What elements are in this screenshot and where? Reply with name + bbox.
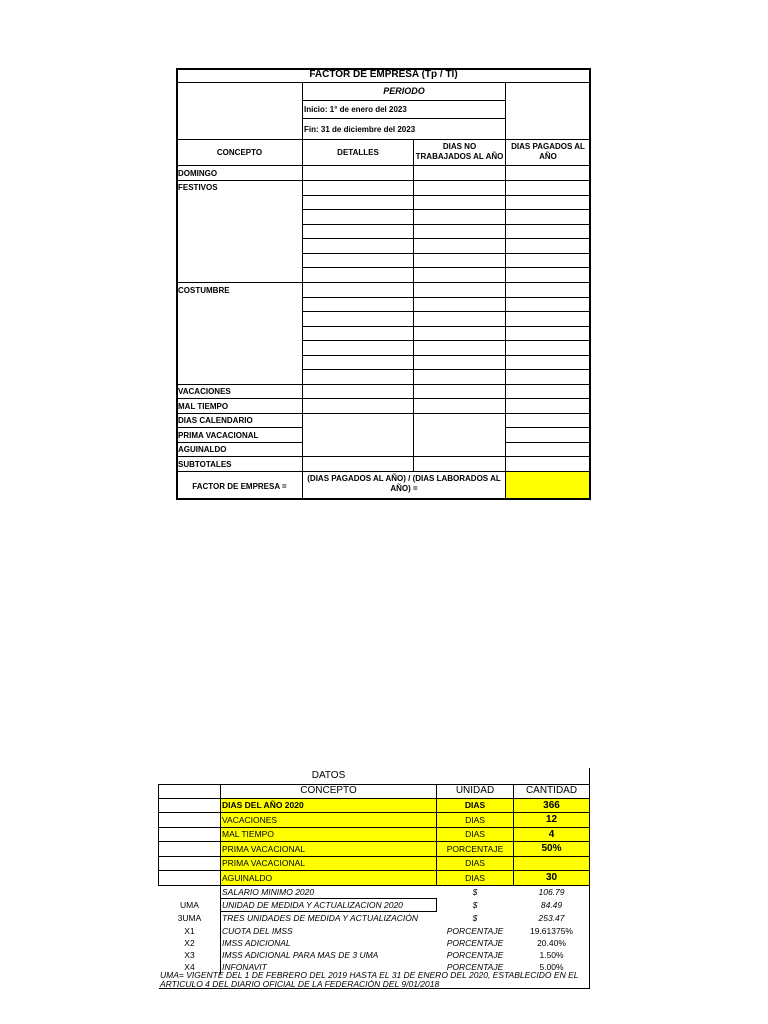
row-festivos: FESTIVOS — [178, 183, 218, 192]
datos-header-unidad: UNIDAD — [455, 785, 495, 796]
header-concepto: CONCEPTO — [216, 148, 263, 157]
datos-row-concepto: AGUINALDO — [222, 873, 273, 883]
header-dias-pag-2: AÑO — [539, 152, 557, 161]
header-dias-no-1: DIAS NO — [442, 142, 477, 151]
datos-row-cantidad: 4 — [548, 829, 555, 840]
datos-row-concepto: IMSS ADICIONAL PARA MAS DE 3 UMA — [222, 950, 379, 960]
datos-row-unidad: $ — [472, 900, 478, 910]
datos-row-cantidad: 84.49 — [540, 900, 563, 910]
datos-row-concepto: TRES UNIDADES DE MEDIDA Y ACTUALIZACIÓN — [222, 913, 419, 923]
factor-formula-1: (DIAS PAGADOS AL AÑO) / (DIAS LABORADOS AL — [307, 474, 501, 483]
periodo-fin: Fin: 31 de diciembre del 2023 — [304, 125, 416, 134]
row-subtotales: SUBTOTALES — [178, 460, 232, 469]
datos-row-cantidad: 50% — [541, 843, 562, 854]
datos-row-unidad: $ — [472, 913, 478, 923]
datos-row-code: 3UMA — [177, 913, 202, 923]
factor-title: FACTOR DE EMPRESA (Tp / Tl) — [309, 69, 458, 80]
datos-row-concepto: CUOTA DEL IMSS — [222, 926, 293, 936]
datos-row-cantidad: 253.47 — [538, 913, 565, 923]
datos-row-cantidad: 1.50% — [539, 950, 564, 960]
datos-row-cantidad: 106.79 — [538, 887, 565, 897]
factor-formula-2: AÑO) = — [390, 484, 418, 493]
header-dias-no-2: TRABAJADOS AL AÑO — [415, 152, 504, 161]
row-prima-vacacional: PRIMA VACACIONAL — [178, 431, 259, 440]
datos-row-cantidad: 19.61375% — [529, 926, 573, 936]
datos-row-concepto: UNIDAD DE MEDIDA Y ACTUALIZACION 2020 — [222, 900, 403, 910]
row-domingo: DOMINGO — [178, 169, 218, 178]
datos-row-cantidad: 30 — [545, 872, 558, 883]
datos-row-cantidad: 5.00% — [539, 962, 564, 972]
periodo-inicio: Inicio: 1° de enero del 2023 — [304, 105, 407, 114]
factor-result-cell[interactable] — [506, 471, 590, 499]
datos-row-unidad: DIAS — [465, 873, 485, 883]
datos-row-code: X4 — [184, 962, 195, 972]
datos-row-unidad: DIAS — [465, 858, 485, 868]
datos-row-concepto: IMSS ADICIONAL — [222, 938, 291, 948]
datos-row-concepto: INFONAVIT — [222, 962, 267, 972]
datos-row-unidad: DIAS — [464, 800, 486, 810]
datos-row-unidad: DIAS — [465, 829, 485, 839]
datos-header-concepto: CONCEPTO — [300, 785, 357, 796]
row-costumbre: COSTUMBRE — [178, 286, 230, 295]
datos-row-unidad: PORCENTAJE — [446, 938, 504, 948]
datos-row-concepto: PRIMA VACACIONAL — [222, 844, 305, 854]
row-vacaciones: VACACIONES — [178, 387, 231, 396]
datos-row-concepto: SALARIO MINIMO 2020 — [222, 887, 315, 897]
row-mal-tiempo: MAL TIEMPO — [178, 402, 229, 411]
datos-note-1: UMA= VIGENTE DEL 1 DE FEBRERO DEL 2019 HASTA EL 31 DE ENERO DEL 2020, ESTABLECIDO EN EL — [160, 970, 579, 980]
datos-row-cantidad: 20.40% — [537, 938, 566, 948]
datos-row-code: X2 — [184, 938, 195, 948]
datos-row-unidad: PORCENTAJE — [446, 844, 504, 854]
datos-note-2: ARTICULO 4 DEL DIARIO OFICIAL DE LA FEDERACIÓN DEL 9/01/2018 — [160, 979, 440, 989]
datos-row-unidad: PORCENTAJE — [446, 962, 504, 972]
datos-row-concepto: DIAS DEL AÑO 2020 — [222, 800, 304, 810]
periodo-label: PERIODO — [383, 86, 425, 96]
datos-header-cantidad: CANTIDAD — [525, 785, 578, 796]
datos-row-unidad: PORCENTAJE — [446, 926, 504, 936]
datos-row-code: X1 — [184, 926, 195, 936]
datos-row-concepto: PRIMA VACACIONAL — [222, 858, 305, 868]
datos-row-code: X3 — [184, 950, 195, 960]
datos-row-concepto: VACACIONES — [222, 815, 278, 825]
datos-row-concepto: MAL TIEMPO — [222, 829, 274, 839]
datos-row-unidad: PORCENTAJE — [446, 950, 504, 960]
row-aguinaldo: AGUINALDO — [178, 445, 227, 454]
header-detalles: DETALLES — [337, 148, 379, 157]
datos-title: DATOS — [311, 770, 346, 781]
datos-row-unidad: $ — [472, 887, 478, 897]
header-dias-pag-1: DIAS PAGADOS AL — [511, 142, 585, 151]
datos-row-cantidad: 12 — [545, 814, 558, 825]
datos-row-unidad: DIAS — [465, 815, 485, 825]
factor-label: FACTOR DE EMPRESA = — [192, 482, 287, 491]
datos-row-code: UMA — [180, 900, 199, 910]
datos-row-cantidad: 366 — [543, 800, 560, 811]
row-dias-calendario: DIAS CALENDARIO — [178, 416, 253, 425]
